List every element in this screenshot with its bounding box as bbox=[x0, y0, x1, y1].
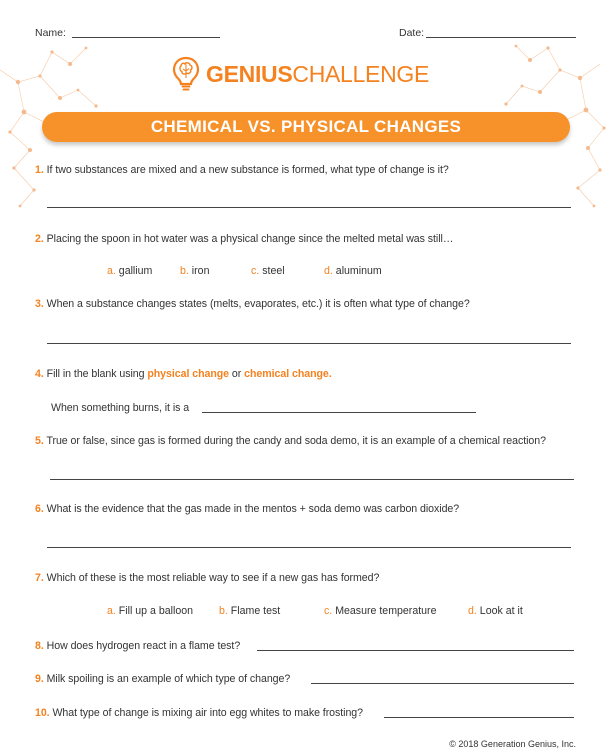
name-label: Name: bbox=[35, 27, 66, 39]
answer-line-8[interactable] bbox=[257, 650, 574, 651]
question-1: 1. If two substances are mixed and a new substance is formed, what type of change is it? bbox=[35, 164, 449, 176]
title-banner: CHEMICAL VS. PHYSICAL CHANGES bbox=[42, 112, 570, 142]
fill-blank-prompt: When something burns, it is a bbox=[51, 402, 190, 414]
option-7c[interactable]: c. Measure temperature bbox=[324, 605, 437, 617]
question-2: 2. Placing the spoon in hot water was a physical change since the melted metal was still… bbox=[35, 233, 454, 245]
answer-line-9[interactable] bbox=[311, 683, 574, 684]
logo bbox=[172, 56, 429, 92]
question-6: 6. What is the evidence that the gas made in the mentos + soda demo was carbon dioxide? bbox=[35, 503, 460, 515]
question-7: 7. Which of these is the most reliable way to see if a new gas has formed? bbox=[35, 572, 380, 584]
lightbulb-brain-icon bbox=[172, 56, 200, 92]
answer-line-10[interactable] bbox=[384, 717, 574, 718]
question-9: 9. Milk spoiling is an example of which type of change? bbox=[35, 673, 291, 685]
question-3: 3. When a substance changes states (melts, evaporates, etc.) it is often what type of change? bbox=[35, 298, 470, 310]
question-4: 4. Fill in the blank using physical change or chemical change. bbox=[35, 368, 332, 380]
option-2b[interactable]: b. iron bbox=[180, 265, 210, 277]
logo-text-bold: GENIUS bbox=[206, 60, 293, 87]
term-chemical-change: chemical change. bbox=[244, 368, 332, 380]
option-2c[interactable]: c. steel bbox=[251, 265, 285, 277]
name-field[interactable] bbox=[72, 37, 220, 38]
copyright: © 2018 Generation Genius, Inc. bbox=[449, 739, 576, 749]
answer-line-4[interactable] bbox=[202, 412, 476, 413]
option-7a[interactable]: a. Fill up a balloon bbox=[107, 605, 193, 617]
answer-line-5[interactable] bbox=[50, 479, 574, 480]
question-5: 5. True or false, since gas is formed during the candy and soda demo, it is an example of a chemical reaction? bbox=[35, 435, 546, 447]
answer-line-1[interactable] bbox=[47, 207, 571, 208]
answer-line-6[interactable] bbox=[47, 547, 571, 548]
question-10: 10. What type of change is mixing air into egg whites to make frosting? bbox=[35, 707, 363, 719]
question-8: 8. How does hydrogen react in a flame test? bbox=[35, 640, 241, 652]
date-field[interactable] bbox=[426, 37, 576, 38]
option-2d[interactable]: d. aluminum bbox=[324, 265, 382, 277]
logo-text bbox=[206, 61, 429, 88]
option-2a[interactable]: a. gallium bbox=[107, 265, 153, 277]
logo-text-light: CHALLENGE bbox=[292, 60, 430, 87]
date-label: Date: bbox=[399, 27, 425, 39]
option-7d[interactable]: d. Look at it bbox=[468, 605, 523, 617]
term-physical-change: physical change bbox=[147, 368, 230, 380]
answer-line-3[interactable] bbox=[47, 343, 571, 344]
option-7b[interactable]: b. Flame test bbox=[219, 605, 281, 617]
